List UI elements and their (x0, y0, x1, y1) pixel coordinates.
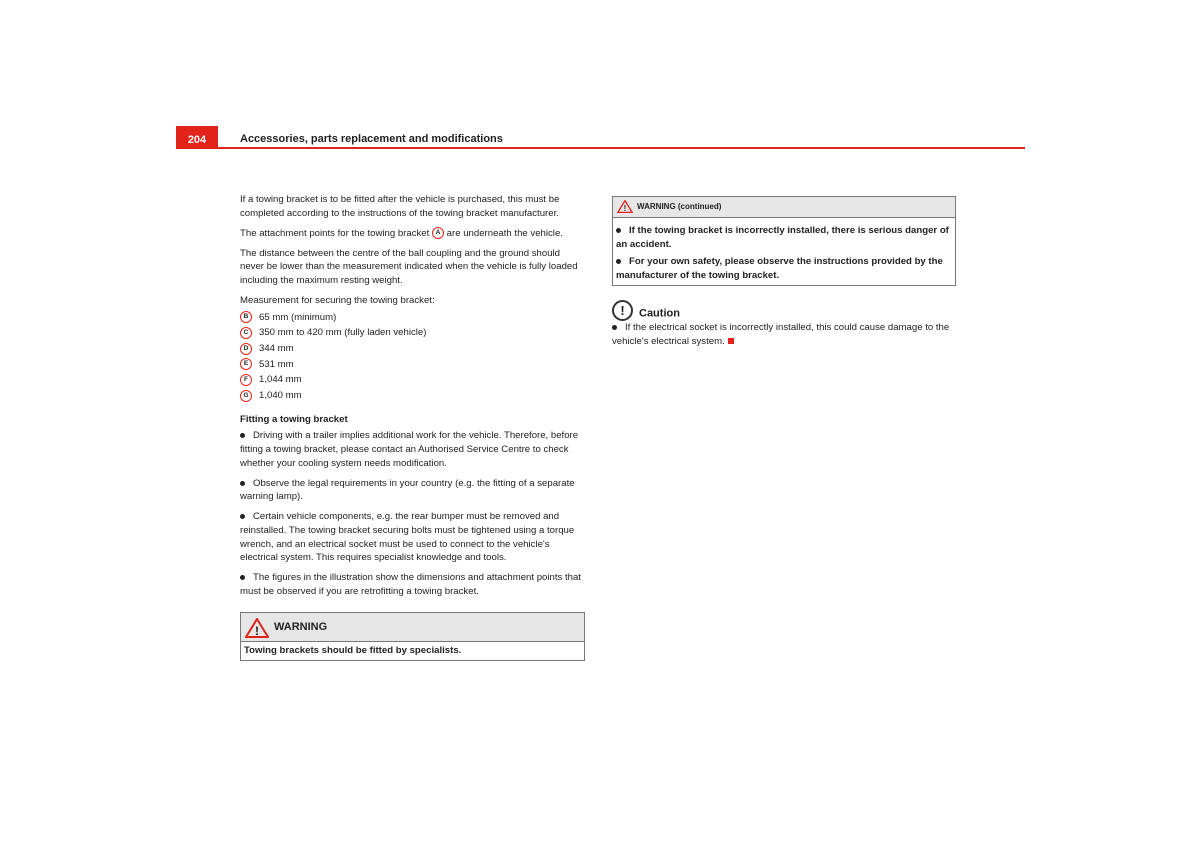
warning-title: WARNING (continued) (637, 202, 722, 211)
list-item (240, 358, 585, 374)
left-column (240, 193, 585, 661)
text: are underneath the vehicle. (446, 227, 563, 239)
bullet-icon (616, 228, 621, 233)
measurement: 1,044 mm (259, 374, 302, 386)
warning-title: WARNING (274, 621, 328, 634)
page-number: 204 (176, 126, 218, 148)
marker: F (240, 374, 252, 386)
end-marker-icon (728, 338, 734, 344)
warning-header (613, 197, 955, 218)
bullet-icon (240, 433, 245, 438)
bullet-icon (616, 259, 621, 264)
paragraph (240, 227, 585, 241)
bullet-item (616, 255, 952, 282)
bullet-item (240, 510, 585, 564)
caution-title: Caution (639, 307, 680, 320)
bullet-icon (240, 514, 245, 519)
measurement: 65 mm (minimum) (259, 311, 337, 323)
warning-continued-box (612, 196, 956, 286)
marker: B (240, 311, 252, 323)
marker: E (240, 358, 252, 370)
caution-text: If the electrical socket is incorrectly installed, this could cause damage to the vehicle's electrical system. (612, 322, 950, 347)
marker: C (240, 327, 252, 339)
warning-header (241, 613, 584, 642)
caution-icon: ! (612, 300, 633, 321)
measurement-list (240, 311, 585, 405)
caution-heading (612, 300, 956, 321)
text: For your own safety, please observe the instructions provided by the manufacturer of the towing bracket. (616, 256, 943, 281)
bullet-item (612, 321, 956, 348)
marker: D (240, 343, 252, 355)
text: Observe the legal requirements in your country (e.g. the fitting of a separate warning lamp). (240, 477, 575, 503)
measurement: 1,040 mm (259, 390, 302, 402)
marker-a: A (432, 227, 444, 239)
svg-text:!: ! (623, 204, 627, 214)
list-item (240, 326, 585, 342)
bullet-icon (240, 575, 245, 580)
bullet-icon (612, 325, 617, 330)
bullet-icon (240, 481, 245, 486)
list-item (240, 342, 585, 358)
measurement: 531 mm (259, 358, 294, 370)
list-item (240, 311, 585, 327)
warning-text: Towing brackets should be fitted by specialists. (244, 645, 462, 657)
header-rule (176, 147, 1025, 149)
text: The attachment points for the towing bracket (240, 227, 430, 239)
list-item (240, 389, 585, 405)
list-item (240, 373, 585, 389)
paragraph: Measurement for securing the towing bracket: (240, 295, 435, 307)
measurement: 344 mm (259, 343, 294, 355)
bullet-item (240, 429, 585, 470)
text: Certain vehicle components, e.g. the rear bumper must be removed and reinstalled. The towing bracket securing bolts must be tightened using a torque wrench, and an electrical socket must be used to connect to the vehicle's electrical system. This requires specialist knowledge and tools. (240, 511, 575, 564)
warning-triangle-icon (245, 618, 269, 638)
warning-body (613, 218, 955, 285)
right-column (612, 196, 956, 355)
bullet-item (240, 571, 585, 598)
warning-triangle-icon (617, 200, 633, 213)
paragraph: If a towing bracket is to be fitted after the vehicle is purchased, this must be completed according to the instructions of the towing bracket manufacturer. (240, 194, 560, 219)
bullet-item (616, 224, 952, 251)
warning-box (240, 612, 585, 661)
text: The figures in the illustration show the dimensions and attachment points that must be observed if you are retrofitting a towing bracket. (240, 572, 581, 597)
page-title: Accessories, parts replacement and modifications (240, 133, 503, 145)
text: Driving with a trailer implies additional work for the vehicle. Therefore, before fitting a towing bracket, please contact an Authorised Service Centre to check whether your cooling system needs modification. (240, 430, 579, 469)
marker: G (240, 390, 252, 402)
bullet-item (240, 477, 585, 504)
paragraph: The distance between the centre of the ball coupling and the ground should never be lower than the measurement indicated when the vehicle is fully loaded including the maximum resting weight. (240, 247, 578, 286)
measurement: 350 mm to 420 mm (fully laden vehicle) (259, 327, 427, 339)
svg-text:!: ! (255, 623, 259, 638)
text: If the towing bracket is incorrectly installed, there is serious danger of an accident. (616, 225, 949, 250)
section-heading: Fitting a towing bracket (240, 413, 348, 425)
